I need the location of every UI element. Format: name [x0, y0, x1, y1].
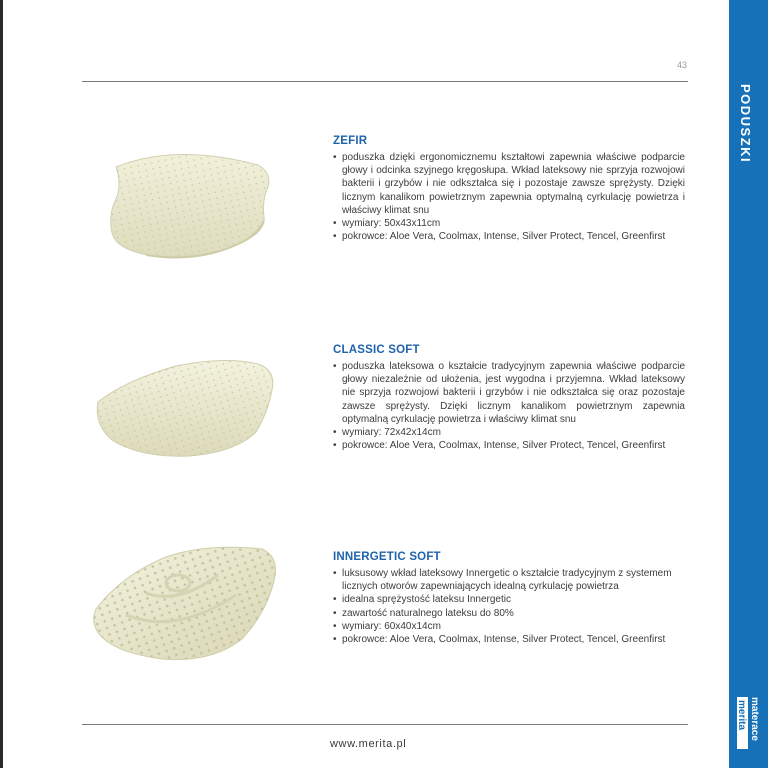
product-classic-soft	[333, 344, 685, 452]
product-bullet: • pokrowce: Aloe Vera, Coolmax, Intense, Silver Protect, Tencel, Greenfirst	[333, 439, 685, 452]
product-bullet: • wymiary: 50x43x11cm	[333, 217, 685, 230]
product-bullet: • pokrowce: Aloe Vera, Coolmax, Intense, Silver Protect, Tencel, Greenfirst	[333, 633, 685, 646]
product-title: ZEFIR	[333, 135, 368, 147]
product-bullet: • zawartość naturalnego lateksu do 80%	[333, 607, 685, 620]
product-bullet: • poduszka dzięki ergonomicznemu kształtowi zapewnia właściwe podparcie głowy i odcinka szyjnego kręgosłupa. Wkład lateksowy nie sprzyja rozwojowi bakterii i grzybów i nie odkształca się i pozostaje zawsze sprężysty. Dzięki licznym kanalikom powietrznym zapewnia optymalną cyrkulację powietrza i właściwy klimat snu	[333, 151, 685, 217]
product-bullet: • wymiary: 60x40x14cm	[333, 620, 685, 633]
footer-url[interactable]: www.merita.pl	[330, 738, 407, 750]
product-zefir	[333, 135, 685, 243]
product-bullet: • luksusowy wkład lateksowy Innergetic o kształcie tradycyjnym z systemem licznych otworów zapewniających idealną cyrkulację powietrza	[333, 567, 685, 593]
merita-logo	[733, 696, 763, 750]
product-innergetic-soft	[333, 551, 685, 646]
category-title: PODUSZKI	[738, 84, 753, 164]
classic-soft-pillow-image	[86, 336, 288, 470]
page-number: 43	[676, 60, 687, 70]
bottom-divider	[82, 724, 688, 725]
product-bullet: • wymiary: 72x42x14cm	[333, 426, 685, 439]
product-bullet: • poduszka lateksowa o kształcie tradycyjnym zapewnia właściwe podparcie głowy niezależnie od ułożenia, jest wygodna i przyjemna. Wkład lateksowy nie sprzyja rozwojowi bakterii i grzybów i nie odkształca się oraz pozostaje zawsze sprężysty. Dzięki licznym kanalikom powietrznym zapewnia optymalną cyrkulację powietrza i właściwy klimat snu	[333, 360, 685, 426]
zefir-pillow-image	[86, 137, 288, 271]
logo-text-line2: merita	[736, 700, 747, 731]
product-bullet: • pokrowce: Aloe Vera, Coolmax, Intense, Silver Protect, Tencel, Greenfirst	[333, 230, 685, 243]
product-bullet: • idealna sprężystość lateksu Innergetic	[333, 593, 685, 606]
product-title: CLASSIC SOFT	[333, 344, 420, 356]
product-title: INNERGETIC SOFT	[333, 551, 441, 563]
innergetic-soft-pillow-image	[86, 535, 288, 669]
page-edge	[0, 0, 3, 768]
logo-text-line1: materace	[749, 697, 760, 741]
top-divider	[82, 81, 688, 82]
